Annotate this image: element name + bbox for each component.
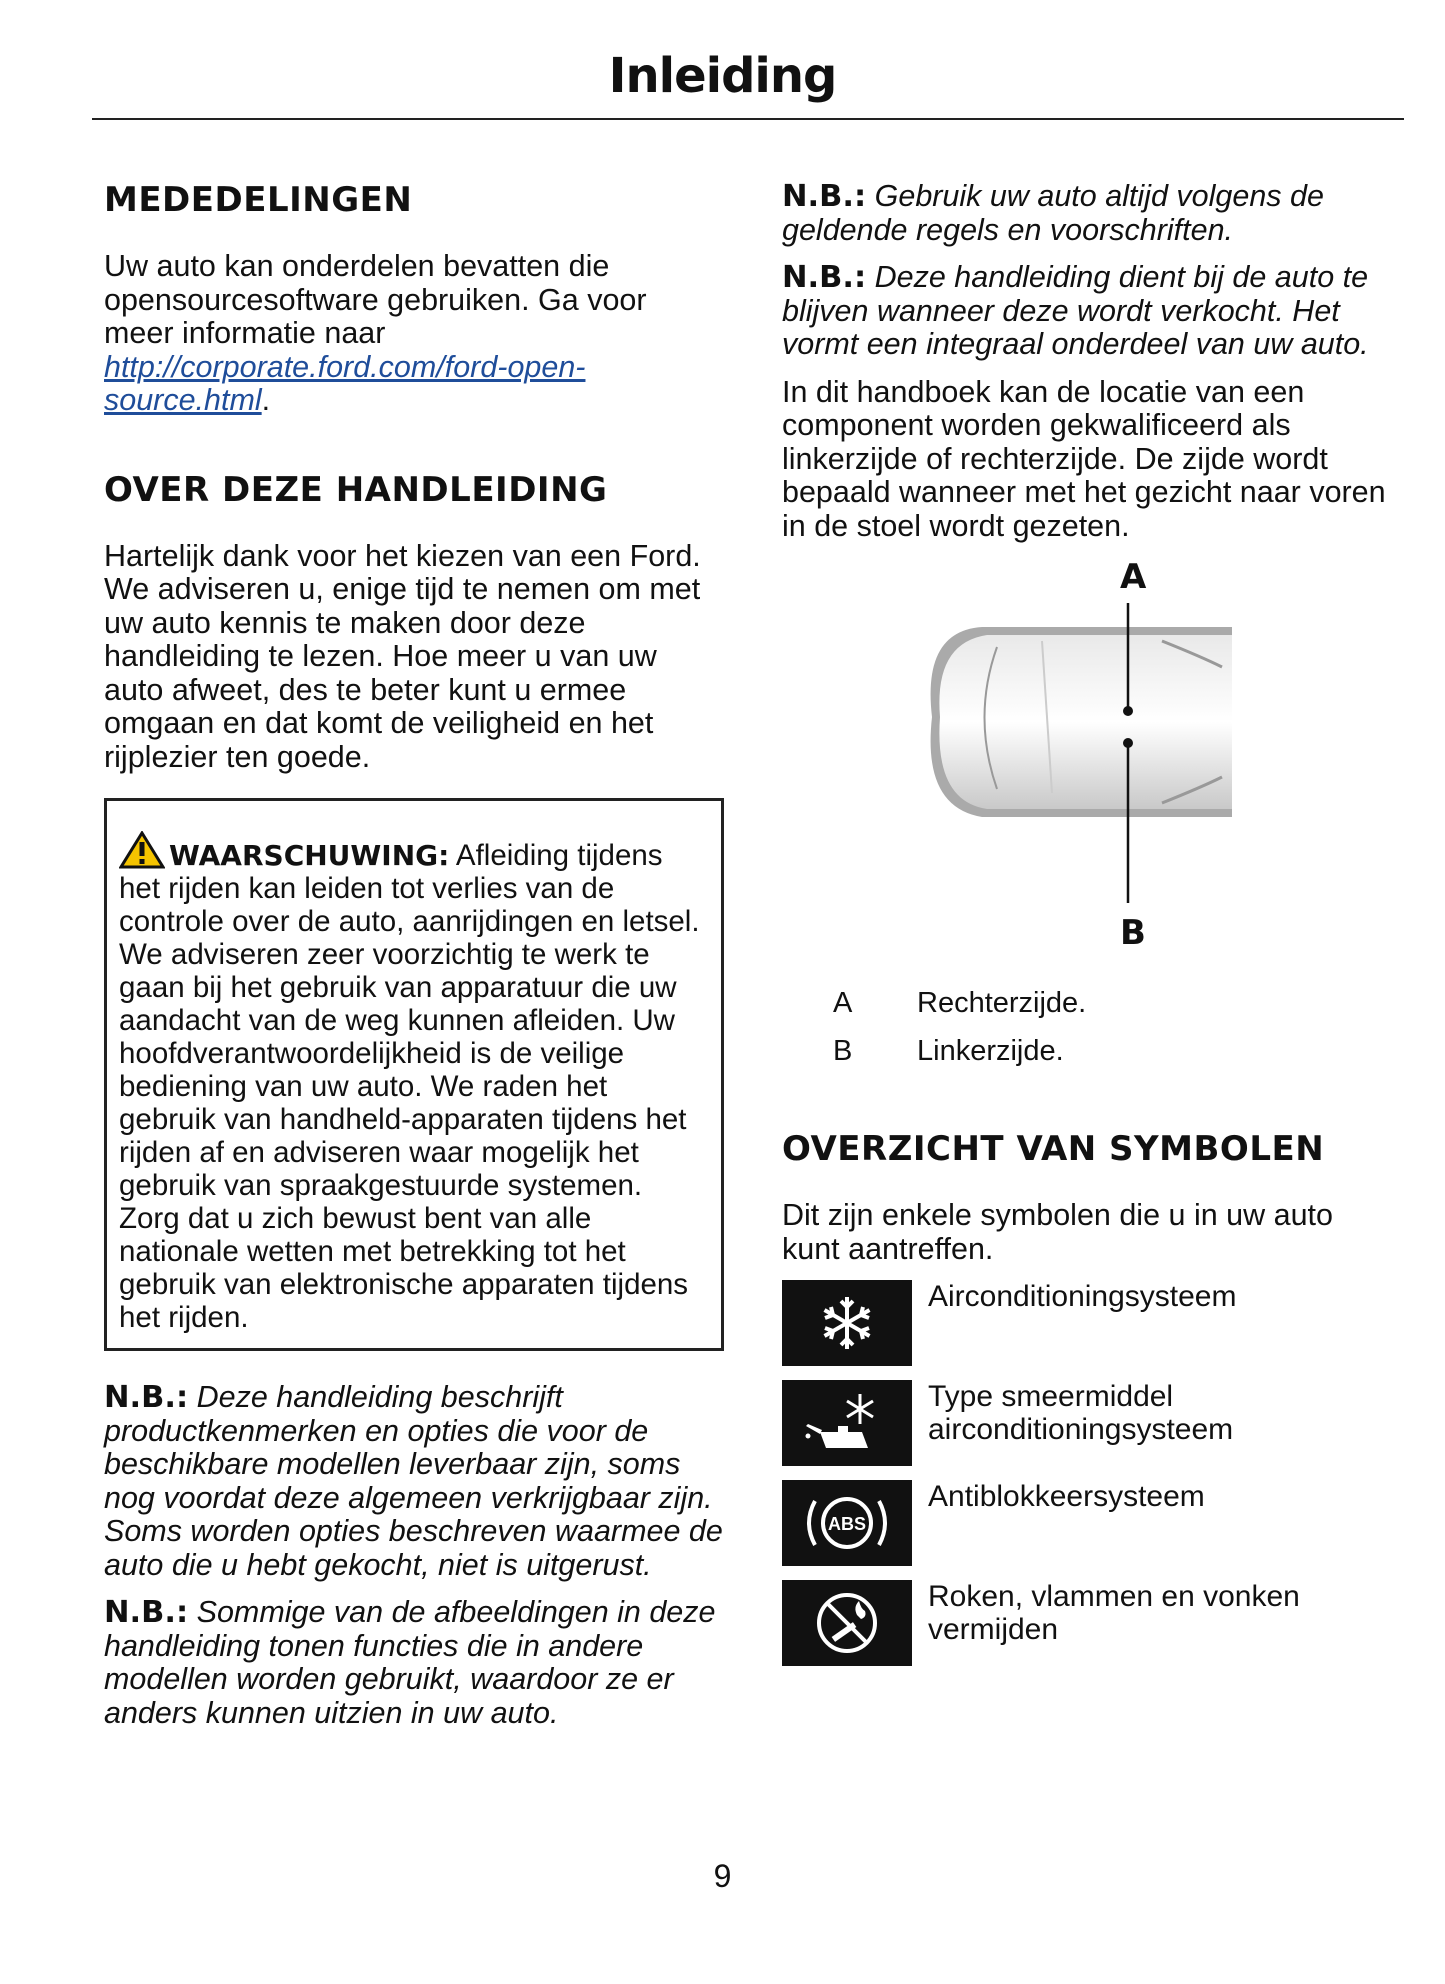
symbol-row-no-smoking: [782, 1580, 1394, 1666]
symbol-label-no-smoking: Roken, vlammen en vonken vermijden: [928, 1580, 1300, 1646]
note-paragraph-4: [782, 261, 1394, 362]
warning-text: Afleiding tijdens het rijden kan leiden tot verlies van de controle over de auto, aanrijdingen en letsel. We adviseren zeer voorzichtig te werk te gaan bij het gebruik van apparatuur die uw aandacht van de weg kunnen afleiden. Uw hoofdverantwoordelijkheid is de veilige bediening van uw auto. We raden het gebruik van handheld-apparaten tijdens het rijden af en adviseren waar mogelijk het gebruik van spraakgestuurde systemen. Zorg dat u zich bewust bent van alle nationale wetten met betrekking tot het gebruik van elektronische apparaten tijdens het rijden.: [119, 839, 700, 1334]
left-column: [104, 180, 724, 1744]
symbol-row-airconditioning: [782, 1280, 1394, 1366]
open-source-link[interactable]: http://corporate.ford.com/ford-open-source.html: [104, 349, 586, 417]
warning-label: WAARSCHUWING:: [169, 839, 450, 872]
symbol-row-lubricant: [782, 1380, 1394, 1466]
abs-icon-text: ABS: [827, 1514, 867, 1534]
symbol-label-abs: Antiblokkeersysteem: [928, 1480, 1205, 1513]
legend-value: Rechterzijde.: [917, 987, 1087, 1019]
abs-icon: [797, 1485, 897, 1561]
warning-triangle-icon: [119, 831, 165, 869]
legend-value: Linkerzijde.: [917, 1035, 1064, 1067]
intro-paragraph: Hartelijk dank voor het kiezen van een Ford. We adviseren u, enige tijd te nemen om met uw auto kennis te maken door deze handleiding te lezen. Hoe meer u van uw auto afweet, des te beter kunt u ermee omgaan en dat komt de veiligheid en het rijplezier ten goede.: [104, 538, 701, 774]
mededelingen-end: .: [261, 383, 271, 417]
note-text-2: Sommige van de afbeeldingen in deze handleiding tonen functies die in andere modellen worden gebruikt, waardoor ze er anders kunnen uitzien in uw auto.: [104, 1595, 716, 1730]
car-top-view-illustration: [782, 557, 1394, 977]
symbol-row-abs: [782, 1480, 1394, 1566]
symbols-intro-paragraph: Dit zijn enkele symbolen die u in uw auto kunt aantreffen.: [782, 1198, 1333, 1266]
symbol-box: [782, 1480, 912, 1566]
legend-row: [782, 979, 1394, 1027]
symbol-label-lubricant: Type smeermiddel airconditioningsysteem: [928, 1380, 1234, 1446]
note-paragraph-3: [782, 180, 1394, 247]
note-text-1: Deze handleiding beschrijft productkenmerken en opties die voor de beschikbare modellen leverbaar zijn, soms nog voordat deze algemeen verkrijgbaar zijn. Soms worden opties beschreven waarmee de auto die u hebt gekocht, niet is uitgerust.: [104, 1380, 723, 1582]
figure-label-a: A: [1120, 557, 1147, 597]
symbol-label-airconditioning: Airconditioningsysteem: [928, 1280, 1237, 1313]
legend-row: [782, 1027, 1394, 1075]
note-paragraph-2: [104, 1596, 724, 1730]
note-text-3: Gebruik uw auto altijd volgens de geldende regels en voorschriften.: [782, 179, 1324, 247]
note-label: N.B.:: [782, 179, 867, 214]
section-heading-mededelingen: MEDEDELINGEN: [104, 180, 413, 220]
page-number: 9: [713, 1858, 732, 1894]
right-column: [782, 180, 1394, 1680]
note-label: N.B.:: [782, 260, 867, 295]
car-side-figure: [782, 557, 1394, 977]
section-heading-over-deze-handleiding: OVER DEZE HANDLEIDING: [104, 469, 608, 510]
header-rule: [92, 118, 1404, 120]
figure-label-b: B: [1120, 913, 1146, 953]
location-paragraph: In dit handboek kan de locatie van een component worden gekwalificeerd als linkerzijde of rechterzijde. De zijde wordt bepaald wanneer met het gezicht naar voren in de stoel wordt gezeten.: [782, 374, 1386, 543]
symbol-box: [782, 1580, 912, 1666]
note-label: N.B.:: [104, 1595, 189, 1630]
warning-paragraph: [119, 831, 709, 1334]
section-heading-overzicht-van-symbolen: OVERZICHT VAN SYMBOLEN: [782, 1129, 1325, 1169]
no-smoking-flame-icon: [809, 1585, 885, 1661]
mededelingen-paragraph: [104, 250, 724, 418]
page-title: Inleiding: [608, 48, 837, 104]
snowflake-icon: [815, 1291, 879, 1355]
note-label: N.B.:: [104, 1380, 189, 1415]
note-text-4: Deze handleiding dient bij de auto te blijven wanneer deze wordt verkocht. Het vormt een integraal onderdeel van uw auto.: [782, 260, 1369, 361]
warning-box: [104, 798, 724, 1351]
note-paragraph-1: [104, 1381, 724, 1582]
mededelingen-text: Uw auto kan onderdelen bevatten die opensourcesoftware gebruiken. Ga voor meer informatie naar: [104, 249, 647, 350]
figure-legend: [782, 979, 1394, 1075]
legend-key: B: [833, 1035, 853, 1067]
symbol-box: [782, 1380, 912, 1466]
symbol-box: [782, 1280, 912, 1366]
oil-can-snowflake-icon: [802, 1388, 892, 1458]
legend-key: A: [833, 987, 853, 1019]
